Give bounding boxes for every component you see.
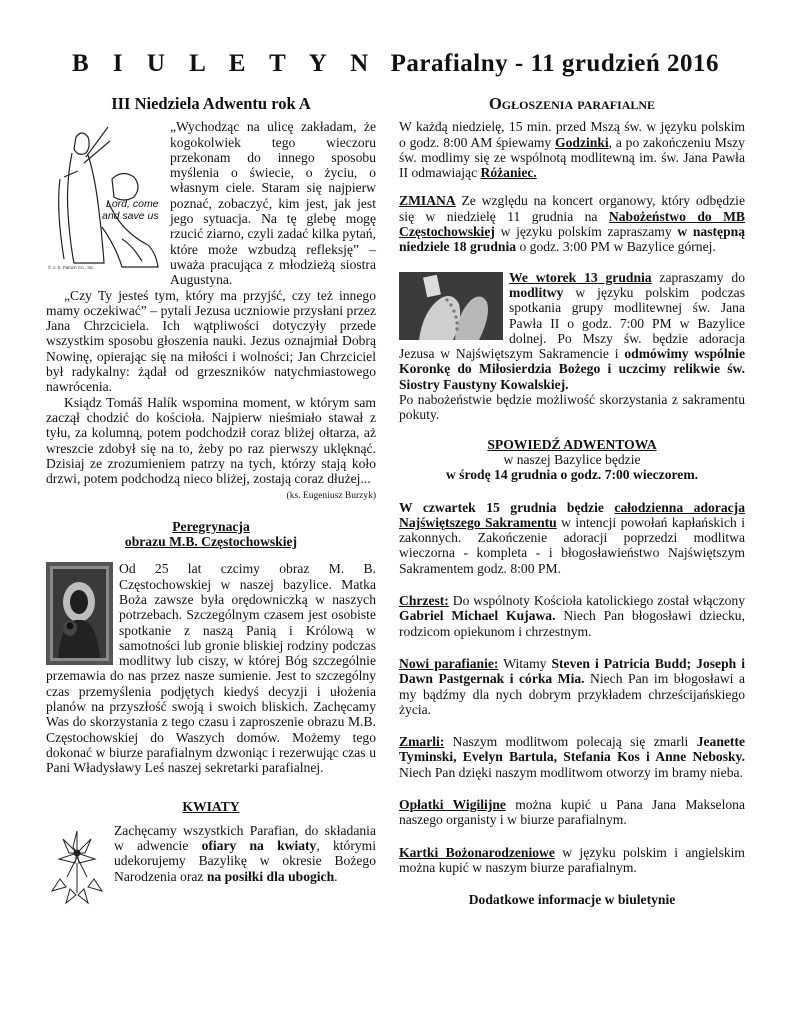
spowiedz-title [399, 437, 745, 452]
wtorek-spowiedz-note: Po nabożeństwie będzie możliwość skorzystania z sakramentu pokuty. [399, 392, 745, 423]
zmiana-label: ZMIANA [399, 193, 456, 209]
czwartek-date: W czwartek 15 grudnia będzie [399, 499, 615, 515]
bulletin-title [0, 50, 791, 78]
czwartek-text: w intencji powołań kapłańskich i zakonnych. Zakończenie adoracji poprzedzi modlitwa wieczorna - kompleta - i błogosławieństwo Najświętszym Sakramentem godz. 8:00 PM. [399, 514, 746, 576]
zmarli-text-a: Naszym modlitwom polecają się zmarli [444, 734, 697, 750]
kwiaty-text-bold2: na posiłki dla ubogich [206, 868, 335, 884]
kwiaty-text-c: , którymi udekorujemy Bazylikę w okresie Bożego Narodzenia oraz [114, 838, 376, 884]
announcement-sunday [399, 119, 745, 180]
sunday-text-a: W każdą niedzielę, 15 min. przed Mszą św. w języku polskim o godz. 8:00 AM śpiewamy [399, 119, 745, 150]
wtorek-modlitwy: modlitwy [509, 284, 564, 300]
oplatki-label: Opłatki Wigilijne [399, 796, 506, 812]
peregrynacja-text: Od 25 lat czcimy obraz M. B. Częstochowskiej w naszej bazylice. Matka Boża zawsze była orędowniczką w naszych potrzebach. Szczególnym czasem jest osobiste spotkanie z naszą Panią i Królową w samotności lub gronie bliskiej rodziny podczas modlitwy lub ciszy, w której Bóg szczególnie przemawia do nas przez nasze sumienie. Jest to szczególny czas przemyślenia podjętych kiedyś decyzji i ułożenia planów na przyszłość swoją i swoich bliskich. Zachęcamy Was do skorzystania z tego czasu i zaproszenie obrazu M.B. Częstochowskiej do Waszych domów. Możemy tego dokonać w biurze parafialnym dzwoniąc i rezerwując czas u Pani Władysławy Leś naszej sekretarki parafialnej. [46, 561, 376, 776]
zmiana-nabozenstwo: Nabożeństwo do MB Częstochowskiej [399, 208, 745, 240]
godzinki-label: Godzinki [555, 134, 609, 150]
title-spaced: B I U L E T Y N [71, 50, 378, 77]
announcement-oplatki [399, 797, 745, 828]
rosary-photo [399, 272, 503, 340]
kwiaty-title [46, 799, 376, 814]
spowiedz-title-text: SPOWIEDŹ ADWENTOWA [487, 436, 657, 452]
oplatki-text: można kupić u Pana Jana Makselona naszego organisty i w biurze parafialnym. [399, 796, 745, 828]
kartki-label: Kartki Bożonarodzeniowe [399, 844, 555, 860]
zmarli-names: Jeanette Tyminski, Evelyn Bartula, Stefania Kos i Anne Nebosky. [399, 734, 745, 765]
peregrynacja-title-line2: obrazu M.B. Częstochowskiej [124, 534, 298, 550]
poinsettia-icon [46, 823, 108, 905]
zmiana-date: w następną niedziele 18 grudnia [399, 224, 745, 255]
author-credit: (ks. Eugeniusz Burzyk) [286, 491, 376, 502]
icon-image [46, 562, 113, 665]
flower-illustration [46, 823, 108, 905]
chrzest-text-a: Do wspólnoty Kościoła katolickiego został włączony [448, 593, 745, 609]
wtorek-date: We wtorek 13 grudnia [509, 269, 652, 285]
footer-note: Dodatkowe informacje w biuletynie [468, 892, 676, 908]
announcement-nowi [399, 656, 745, 717]
wtorek-koronka: odmówimy wspólnie Koronkę do Miłosierdzia Bożego i uczcimy relikwie św. Siostry Faustyny Kowalskiej. [399, 346, 745, 392]
peregrynacja-title [46, 519, 376, 550]
zmiana-text-a: Ze względu na koncert organowy, który odbędzie się w niedzielę 11 grudnia na [399, 193, 745, 224]
announcement-chrzest [399, 593, 745, 639]
spowiedz-line2: w środę 14 grudnia o godz. 7:00 wieczorem. [445, 467, 699, 483]
nowi-text-b: Niech Pan im błogosławi a my bądźmy dla nych dobrym przykładem chrześcijańskiego życia. [399, 671, 745, 717]
advent-paragraph-1: „Wychodząc na ulicę zakładam, że kogokolwiek tego wieczoru przekonam do innego sposobu myślenia o świecie, o życiu, o własnym ciele. Staram się najpierw poznać, zobaczyć, kim jest, jak jest jego sytuacja. Na tę glebę mogę rzucić ziarno, czyli zadać kilka pytań, które może wzbudzą refleksję” – uważa pracująca z młodzieżą siostra Augustyna. [170, 119, 376, 288]
announcement-kartki [399, 845, 745, 876]
peregrynacja-title-line1: Peregrynacja [172, 518, 250, 534]
wtorek-text-b: zapraszamy do [651, 269, 745, 285]
advent-paragraph-2: „Czy Ty jesteś tym, który ma przyjść, czy też innego mamy oczekiwać” – pytali Jezusa uczniowie przysłani przez Jana Chrzciciela. Ich wątpliwości dotyczyły przede wszystkim sposobu głoszenia nauki. Jezus oznajmiał Dobrą Nowinę, opierając się na miłości i wolności; Jan Chrzciciel był radykalny: żądał od grzeszników natychmiastowego nawrócenia. [46, 287, 376, 395]
left-column [46, 96, 376, 907]
kartki-text: w języku polskim i angielskim można kupić w naszym biurze parafialnym. [399, 844, 746, 875]
praying-hands-image [399, 272, 503, 340]
chrzest-label: Chrzest: [399, 593, 449, 609]
chrzest-text-b: Niech Pan błogosławi dziecku, rodzicom opiekunom i chrzestnym. [399, 608, 745, 639]
kwiaty-text-e: . [334, 868, 338, 884]
announcement-czwartek [399, 500, 745, 576]
sunday-text-b: , a po zakończeniu Mszy św. modlimy się ze wspólnotą modlitewną im. św. Jana Pawła II odmawiając [399, 134, 745, 181]
nowi-text-a: Witamy [498, 655, 552, 671]
zmarli-text-b: Niech Pan dzięki naszym modlitwom otworzy im bramy nieba. [399, 764, 743, 780]
announcement-zmiana [399, 193, 745, 254]
announcement-zmarli [399, 734, 745, 780]
advent-line-art [46, 119, 164, 271]
wtorek-text-d: w języku polskim podczas spotkania grupy modlitewnej św. Jana Pawła II o godz. 7:00 PM w Bazylice dolnej. Po Mszy św. będzie adoracja Jezusa w Najświętszym Sakramencie i [399, 284, 745, 362]
advent-paragraph-3: Ksiądz Tomáš Halík wspomina moment, w którym sam zaczął chodzić do kościoła. Najpierw nieśmiało stawał z tyłu, za kolumną, potem podchodził coraz bliżej ołtarza, aż wreszcie zdobył się na to, żeby po raz pierwszy uklęknąć. Dzisiaj ze zrozumieniem patrzy na tych, którzy stają koło drzwi, potem podchodzą nieco bliżej, zostają coraz dłużej... [46, 394, 376, 487]
zmiana-text-d: o godz. 3:00 PM w Bazylice górnej. [516, 239, 716, 255]
kwiaty-text-a: Zachęcamy wszystkich Parafian, do składania w adwencie [114, 822, 376, 854]
advent-illustration [46, 119, 164, 271]
nowi-names: Steven i Patricia Budd; Joseph i Dawn Pastgernak i córka Mia. [399, 655, 745, 687]
nowi-label: Nowi parafianie: [399, 655, 499, 671]
advent-heading: III Niedziela Adwentu rok A [111, 94, 311, 113]
czwartek-adoracja: całodzienna adoracja Najświętszego Sakramentu [399, 499, 745, 530]
rozaniec-label: Różaniec. [480, 165, 537, 181]
right-column [399, 96, 745, 907]
kwiaty-title-text: KWIATY [182, 799, 240, 815]
zmarli-label: Zmarli: [399, 734, 445, 750]
kwiaty-text-bold1: ofiary na kwiaty [201, 838, 317, 854]
chrzest-name: Gabriel Michael Kujawa. [399, 608, 556, 624]
spowiedz-line1: w naszej Bazylice będzie [503, 451, 641, 467]
illustration-caption: Lord, come and save us [102, 198, 159, 223]
madonna-icon [46, 562, 113, 665]
zmiana-text-b: w języku polskim zapraszamy [494, 224, 678, 240]
announcements-heading: Ogłoszenia parafialne [488, 94, 656, 113]
title-rest: Parafialny - 11 grudzień 2016 [390, 50, 720, 77]
illustration-credit: © J. S. Paluch Co., Inc. [48, 265, 95, 271]
